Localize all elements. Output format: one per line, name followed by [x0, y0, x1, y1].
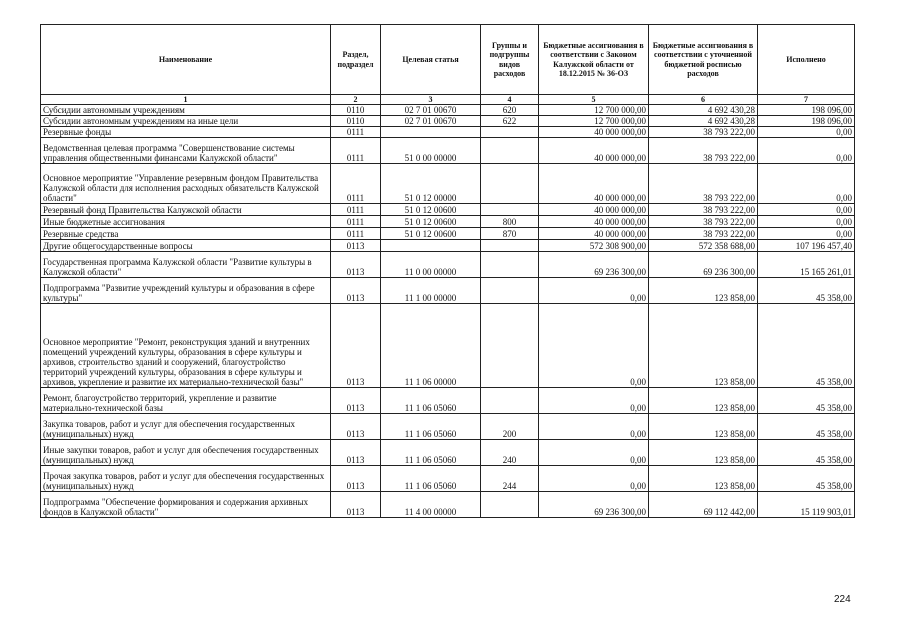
row-expense-group: [481, 204, 539, 216]
row-refined-amount: 38 793 222,00: [649, 228, 758, 240]
row-law-amount: 40 000 000,00: [539, 216, 649, 228]
row-target-article: 51 0 00 00000: [381, 138, 481, 164]
row-expense-group: [481, 252, 539, 278]
row-law-amount: 40 000 000,00: [539, 204, 649, 216]
header-name: Наименование: [41, 25, 331, 95]
row-name: Подпрограмма "Развитие учреждений культуры и образования в сфере культуры": [41, 278, 331, 304]
column-number: 4: [481, 95, 539, 105]
row-target-article: 51 0 12 00600: [381, 204, 481, 216]
table-row: [41, 278, 855, 304]
table-row: [41, 164, 855, 204]
row-name: Государственная программа Калужской области "Развитие культуры в Калужской области": [41, 252, 331, 278]
row-target-article: 11 1 06 05060: [381, 466, 481, 492]
table-row: [41, 414, 855, 440]
table-row: [41, 466, 855, 492]
header-row: [41, 25, 855, 95]
table-row: [41, 228, 855, 240]
row-executed-amount: 45 358,00: [758, 278, 855, 304]
table-row: [41, 252, 855, 278]
column-number: 5: [539, 95, 649, 105]
table-row: [41, 127, 855, 138]
row-executed-amount: 198 096,00: [758, 116, 855, 127]
row-executed-amount: 45 358,00: [758, 414, 855, 440]
row-target-article: 11 0 00 00000: [381, 252, 481, 278]
row-law-amount: 40 000 000,00: [539, 228, 649, 240]
table-row: [41, 388, 855, 414]
column-number-row: [41, 95, 855, 105]
row-expense-group: [481, 127, 539, 138]
row-section: 0113: [331, 440, 381, 466]
budget-table: [40, 24, 855, 518]
row-expense-group: [481, 278, 539, 304]
row-executed-amount: 198 096,00: [758, 105, 855, 116]
row-executed-amount: 0,00: [758, 138, 855, 164]
column-number: 7: [758, 95, 855, 105]
row-expense-group: 200: [481, 414, 539, 440]
row-section: 0113: [331, 466, 381, 492]
row-refined-amount: 38 793 222,00: [649, 216, 758, 228]
row-refined-amount: 123 858,00: [649, 466, 758, 492]
row-section: 0113: [331, 252, 381, 278]
row-name: Другие общегосударственные вопросы: [41, 240, 331, 252]
row-executed-amount: 0,00: [758, 164, 855, 204]
row-law-amount: 40 000 000,00: [539, 138, 649, 164]
table-row: [41, 240, 855, 252]
row-law-amount: 0,00: [539, 304, 649, 388]
row-law-amount: 0,00: [539, 414, 649, 440]
row-law-amount: 572 308 900,00: [539, 240, 649, 252]
row-expense-group: 870: [481, 228, 539, 240]
table-row: [41, 216, 855, 228]
row-section: 0113: [331, 278, 381, 304]
row-refined-amount: 38 793 222,00: [649, 164, 758, 204]
row-executed-amount: 0,00: [758, 228, 855, 240]
row-target-article: 51 0 12 00600: [381, 228, 481, 240]
row-law-amount: 0,00: [539, 466, 649, 492]
header-group: Группы и подгруппы видов расходов: [481, 25, 539, 95]
row-executed-amount: 0,00: [758, 127, 855, 138]
row-executed-amount: 45 358,00: [758, 466, 855, 492]
row-section: 0113: [331, 388, 381, 414]
row-law-amount: 40 000 000,00: [539, 127, 649, 138]
row-name: Резервный фонд Правительства Калужской области: [41, 204, 331, 216]
row-target-article: 02 7 01 00670: [381, 105, 481, 116]
row-expense-group: [481, 304, 539, 388]
row-law-amount: 12 700 000,00: [539, 105, 649, 116]
header-executed: Исполнено: [758, 25, 855, 95]
row-executed-amount: 0,00: [758, 216, 855, 228]
row-target-article: [381, 127, 481, 138]
row-name: Субсидии автономным учреждениям на иные цели: [41, 116, 331, 127]
row-expense-group: 622: [481, 116, 539, 127]
header-section: Раздел, подраздел: [331, 25, 381, 95]
row-expense-group: 620: [481, 105, 539, 116]
row-refined-amount: 69 112 442,00: [649, 492, 758, 518]
row-law-amount: 0,00: [539, 278, 649, 304]
row-name: Иные бюджетные ассигнования: [41, 216, 331, 228]
row-expense-group: [481, 240, 539, 252]
row-target-article: [381, 240, 481, 252]
row-refined-amount: 4 692 430,28: [649, 105, 758, 116]
row-section: 0113: [331, 414, 381, 440]
row-law-amount: 0,00: [539, 440, 649, 466]
row-expense-group: [481, 138, 539, 164]
row-target-article: 51 0 12 00600: [381, 216, 481, 228]
row-executed-amount: 45 358,00: [758, 440, 855, 466]
row-name: Ремонт, благоустройство территорий, укрепление и развитие материально-технической базы: [41, 388, 331, 414]
table-row: [41, 304, 855, 388]
row-name: Прочая закупка товаров, работ и услуг для обеспечения государственных (муниципальных) нужд: [41, 466, 331, 492]
row-expense-group: 244: [481, 466, 539, 492]
row-expense-group: 240: [481, 440, 539, 466]
row-executed-amount: 107 196 457,40: [758, 240, 855, 252]
row-name: Основное мероприятие "Управление резервным фондом Правительства Калужской области для исполнения расходных обязательств Калужской области": [41, 164, 331, 204]
row-refined-amount: 38 793 222,00: [649, 138, 758, 164]
row-law-amount: 0,00: [539, 388, 649, 414]
row-refined-amount: 123 858,00: [649, 414, 758, 440]
row-target-article: 11 1 06 00000: [381, 304, 481, 388]
row-law-amount: 69 236 300,00: [539, 492, 649, 518]
row-section: 0110: [331, 105, 381, 116]
row-expense-group: [481, 164, 539, 204]
row-name: Подпрограмма "Обеспечение формирования и содержания архивных фондов в Калужской области": [41, 492, 331, 518]
row-section: 0111: [331, 138, 381, 164]
header-target: Целевая статья: [381, 25, 481, 95]
table-row: [41, 105, 855, 116]
row-section: 0111: [331, 228, 381, 240]
row-name: Иные закупки товаров, работ и услуг для обеспечения государственных (муниципальных) нужд: [41, 440, 331, 466]
row-refined-amount: 123 858,00: [649, 278, 758, 304]
row-section: 0111: [331, 204, 381, 216]
row-target-article: 11 1 06 05060: [381, 388, 481, 414]
row-name: Резервные средства: [41, 228, 331, 240]
column-number: 2: [331, 95, 381, 105]
row-section: 0111: [331, 127, 381, 138]
row-target-article: 11 4 00 00000: [381, 492, 481, 518]
row-executed-amount: 45 358,00: [758, 304, 855, 388]
column-number: 6: [649, 95, 758, 105]
row-name: Субсидии автономным учреждениям: [41, 105, 331, 116]
row-refined-amount: 4 692 430,28: [649, 116, 758, 127]
row-law-amount: 12 700 000,00: [539, 116, 649, 127]
row-refined-amount: 69 236 300,00: [649, 252, 758, 278]
table-row: [41, 204, 855, 216]
row-target-article: 11 1 00 00000: [381, 278, 481, 304]
page-number: 224: [834, 594, 851, 605]
table-row: [41, 440, 855, 466]
row-refined-amount: 38 793 222,00: [649, 127, 758, 138]
row-executed-amount: 15 119 903,01: [758, 492, 855, 518]
column-number: 1: [41, 95, 331, 105]
row-expense-group: [481, 388, 539, 414]
row-refined-amount: 123 858,00: [649, 388, 758, 414]
row-executed-amount: 0,00: [758, 204, 855, 216]
table-row: [41, 138, 855, 164]
row-law-amount: 40 000 000,00: [539, 164, 649, 204]
table-row: [41, 116, 855, 127]
row-target-article: 51 0 12 00000: [381, 164, 481, 204]
row-section: 0113: [331, 240, 381, 252]
row-law-amount: 69 236 300,00: [539, 252, 649, 278]
row-name: Резервные фонды: [41, 127, 331, 138]
row-refined-amount: 572 358 688,00: [649, 240, 758, 252]
row-section: 0111: [331, 164, 381, 204]
row-executed-amount: 15 165 261,01: [758, 252, 855, 278]
column-number: 3: [381, 95, 481, 105]
header-refined-appropriations: Бюджетные ассигнования в соответствии с уточненной бюджетной росписью расходов: [649, 25, 758, 95]
row-target-article: 11 1 06 05060: [381, 414, 481, 440]
row-section: 0113: [331, 492, 381, 518]
row-refined-amount: 123 858,00: [649, 440, 758, 466]
row-refined-amount: 38 793 222,00: [649, 204, 758, 216]
row-name: Закупка товаров, работ и услуг для обеспечения государственных (муниципальных) нужд: [41, 414, 331, 440]
header-law-appropriations: Бюджетные ассигнования в соответствии с Законом Калужской области от 18.12.2015 № 36-ОЗ: [539, 25, 649, 95]
row-name: Основное мероприятие "Ремонт, реконструкция зданий и внутренних помещений учреждений культуры, образования в сфере культуры и архивов, строительство зданий и сооружений, благоустройство территорий учреждений культуры, образования в сфере культуры и архивов, укрепление и развитие их материально-технической базы": [41, 304, 331, 388]
row-section: 0111: [331, 216, 381, 228]
row-expense-group: 800: [481, 216, 539, 228]
row-section: 0113: [331, 304, 381, 388]
row-target-article: 02 7 01 00670: [381, 116, 481, 127]
row-executed-amount: 45 358,00: [758, 388, 855, 414]
row-refined-amount: 123 858,00: [649, 304, 758, 388]
row-expense-group: [481, 492, 539, 518]
row-section: 0110: [331, 116, 381, 127]
row-target-article: 11 1 06 05060: [381, 440, 481, 466]
table-row: [41, 492, 855, 518]
row-name: Ведомственная целевая программа "Совершенствование системы управления общественными финансами Калужской области": [41, 138, 331, 164]
